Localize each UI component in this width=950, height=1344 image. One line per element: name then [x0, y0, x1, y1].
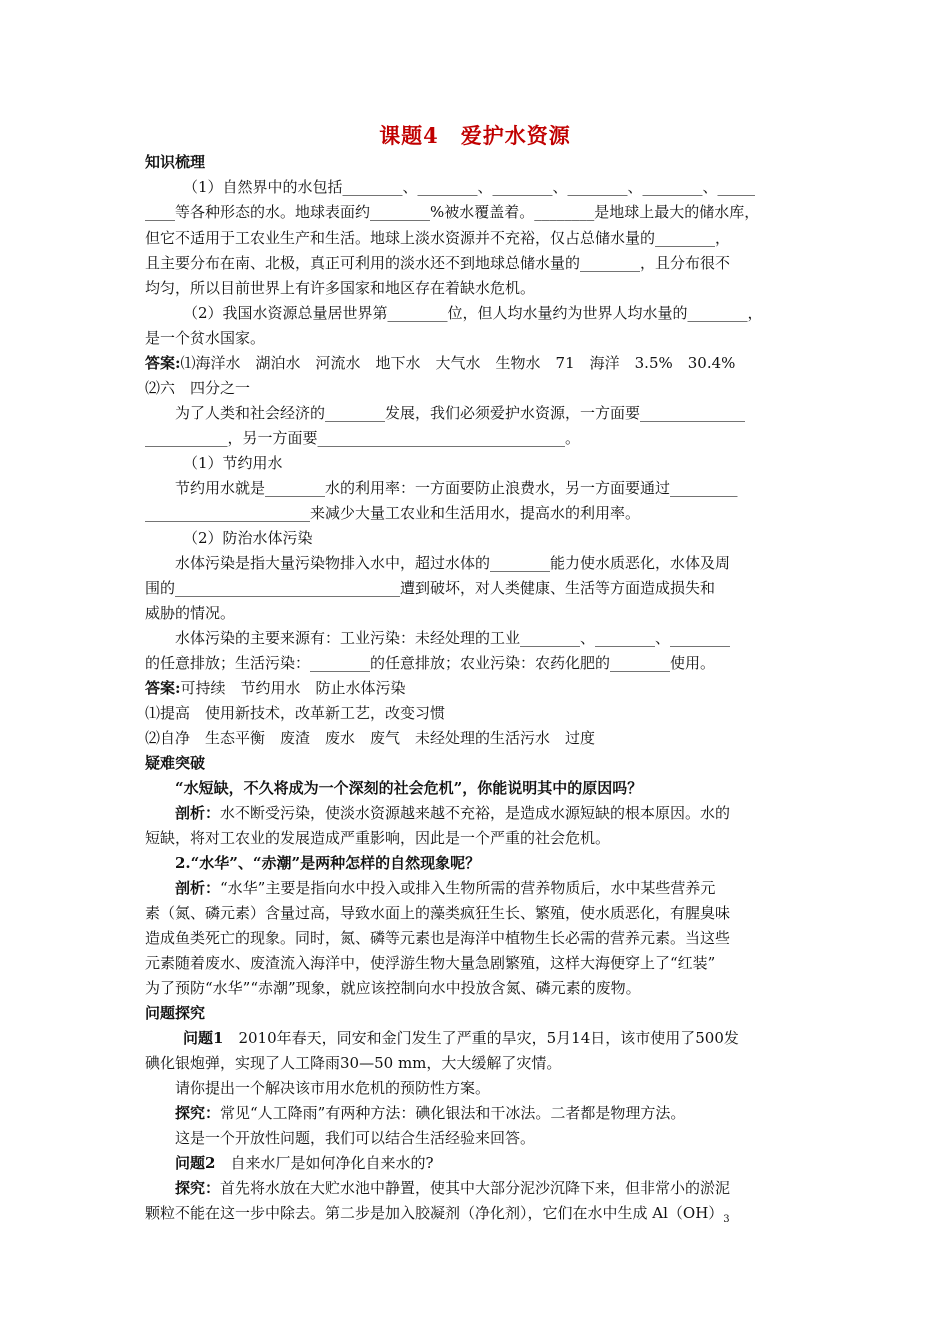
answer-text: ⑴海洋水 湖泊水 河流水 地下水 大气水 生物水 71 海洋 3.5% 30.4%: [180, 354, 736, 372]
paragraph-line: ______________________来减少大量工农业和生活用水，提高水的利用率。: [145, 504, 641, 522]
paragraph-line: （2）防治水体污染: [183, 529, 313, 547]
analysis-label: 剖析：: [175, 879, 221, 897]
question-line: 2.“水华”、“赤潮”是两种怎样的自然现象呢？: [175, 854, 481, 872]
paragraph-line: [145, 1203, 817, 1230]
subscript: 3: [723, 1214, 730, 1225]
paragraph-line: （1）节约用水: [183, 454, 283, 472]
paragraph-line: 且主要分布在南、北极，真正可利用的淡水还不到地球总储水量的________，且分布很不: [145, 254, 731, 272]
paragraph-line: 节约用水就是________水的利用率：一方面要防止浪费水，另一方面要通过_________: [175, 479, 738, 497]
answer-line: ⑵六 四分之一: [145, 379, 251, 397]
analysis-label: 剖析：: [175, 804, 221, 822]
inquiry-text: 常见“人工降雨”有两种方法：碘化银法和干冰法。二者都是物理方法。: [220, 1104, 686, 1122]
problem-label: 问题2: [175, 1154, 216, 1172]
section-heading: 问题探究: [145, 1004, 206, 1022]
problem-line: [175, 1153, 817, 1173]
inquiry-text: 首先将水放在大贮水池中静置，使其中大部分泥沙沉降下来，但非常小的淤泥: [220, 1179, 731, 1197]
section-heading: 知识梳理: [145, 153, 206, 171]
answer-label: 答案:: [145, 679, 181, 697]
paragraph-line: （2）我国水资源总量居世界第________位，但人均水量约为世界人均水量的________，: [183, 304, 763, 322]
analysis-text: 水不断受污染，使淡水资源越来越不充裕，是造成水源短缺的根本原因。水的: [220, 804, 731, 822]
paragraph-line: 为了预防“水华”“赤潮”现象，就应该控制向水中投放含氮、磷元素的废物。: [145, 979, 641, 997]
paragraph-line: 这是一个开放性问题，我们可以结合生活经验来回答。: [175, 1129, 536, 1147]
problem-line: [183, 1028, 817, 1048]
inquiry-line: [175, 1103, 817, 1123]
section-heading: 疑难突破: [145, 754, 206, 772]
paragraph-line: （1）自然界中的水包括________、________、________、________、________、_____: [183, 178, 756, 196]
paragraph-text: 颗粒不能在这一步中除去。第二步是加入胶凝剂（净化剂），它们在水中生成 Al（OH）: [145, 1204, 724, 1222]
problem-label: 问题1: [183, 1029, 224, 1047]
paragraph-line: 围的______________________________遭到破坏，对人类健康、生活等方面造成损失和: [145, 579, 716, 597]
paragraph-line: ___________，另一方面要_________________________________。: [145, 429, 581, 447]
answer-line: [145, 353, 817, 373]
answer-line: ⑵自净 生态平衡 废渣 废水 废气 未经处理的生活污水 过度: [145, 729, 596, 747]
page-title: 课题4 爱护水资源: [379, 123, 571, 148]
problem-text: 2010年春天，同安和金门发生了严重的旱灾，5月14日，该市使用了500发: [223, 1029, 739, 1047]
inquiry-label: 探究：: [175, 1179, 221, 1197]
paragraph-line: 是一个贫水国家。: [145, 329, 266, 347]
paragraph-line: 但它不适用于工农业生产和生活。地球上淡水资源并不充裕，仅占总储水量的________，: [145, 229, 731, 247]
paragraph-line: 水体污染是指大量污染物排入水中，超过水体的________能力使水质恶化，水体及周: [175, 554, 731, 572]
problem-text: 自来水厂是如何净化自来水的?: [215, 1154, 434, 1172]
answer-text: 可持续 节约用水 防止水体污染: [180, 679, 406, 697]
paragraph-line: 为了人类和社会经济的________发展，我们必须爱护水资源，一方面要______________: [175, 404, 746, 422]
paragraph-line: 的任意排放；生活污染：________的任意排放；农业污染：农药化肥的________使用。: [145, 654, 716, 672]
paragraph-line: ____等各种形态的水。地球表面约________%被水覆盖着。________是地球上最大的储水库，: [145, 203, 760, 221]
paragraph-line: 均匀，所以目前世界上有许多国家和地区存在着缺水危机。: [145, 279, 536, 297]
paragraph-line: 短缺，将对工农业的发展造成严重影响，因此是一个严重的社会危机。: [145, 829, 611, 847]
paragraph-line: 造成鱼类死亡的现象。同时，氮、磷等元素也是海洋中植物生长必需的营养元素。当这些: [145, 929, 731, 947]
answer-line: ⑴提高 使用新技术，改革新工艺，改变习惯: [145, 704, 446, 722]
paragraph-line: 元素随着废水、废渣流入海洋中，使浮游生物大量急剧繁殖，这样大海便穿上了“红装”: [145, 954, 716, 972]
paragraph-line: 水体污染的主要来源有：工业污染：未经处理的工业________、________、________: [175, 629, 731, 647]
answer-label: 答案:: [145, 354, 181, 372]
paragraph-line: 请你提出一个解决该市用水危机的预防性方案。: [175, 1079, 491, 1097]
answer-line: [145, 678, 817, 698]
analysis-text: “水华”主要是指向水中投入或排入生物所需的营养物质后，水中某些营养元: [220, 879, 716, 897]
paragraph-line: 碘化银炮弹，实现了人工降雨30—50 mm，大大缓解了灾情。: [145, 1054, 562, 1072]
inquiry-line: [175, 1178, 817, 1198]
paragraph-line: 素（氮、磷元素）含量过高，导致水面上的藻类疯狂生长、繁殖，使水质恶化，有腥臭味: [145, 904, 731, 922]
question-line: “水短缺，不久将成为一个深刻的社会危机”，你能说明其中的原因吗？: [175, 779, 643, 797]
paragraph-line: 威胁的情况。: [145, 604, 236, 622]
analysis-line: [175, 803, 817, 823]
inquiry-label: 探究：: [175, 1104, 221, 1122]
analysis-line: [175, 878, 817, 898]
